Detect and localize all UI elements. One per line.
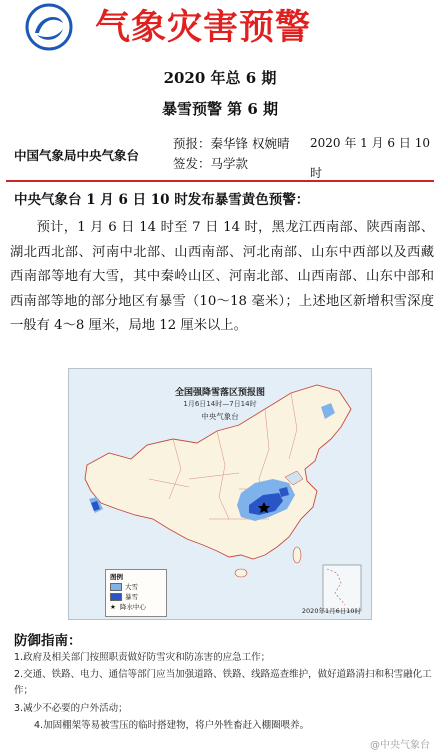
forecasters: 预报：秦华锋 权婉晴 [173, 136, 290, 151]
legend-title: 图例 [110, 573, 123, 581]
issue-number: 2020 年总 6 期 [163, 69, 277, 87]
signer: 签发：马学款 [173, 156, 249, 171]
map-legend [105, 569, 167, 617]
guidance-item-3: 3.减少不必要的户外活动； [14, 703, 128, 714]
alert-headline: 中央气象台 1 月 6 日 10 时发布暴雪黄色预警： [14, 192, 310, 208]
guidance-title: 防御指南： [14, 633, 82, 649]
heavy-snow-swatch [110, 583, 122, 591]
issued-time: 2020 年 1 月 6 日 10 时 [310, 136, 430, 180]
snowfall-forecast-map [68, 368, 372, 620]
map-agency: 中央气象台 [201, 412, 239, 421]
map-title: 全国强降雪落区预报图 [174, 388, 265, 398]
guidance-item-1: 1.政府及相关部门按照职责做好防雪灾和防冻害的应急工作； [14, 652, 271, 663]
legend-item-blizzard: 暴雪 [110, 593, 138, 602]
weibo-watermark: @中央气象台 [370, 740, 430, 751]
map-issue-date: 2020年1月6日10时 [301, 607, 361, 615]
header-divider [6, 180, 434, 182]
page-title: 气象灾害预警 [95, 7, 312, 48]
star-icon: ★ [110, 603, 116, 611]
meteorology-logo-icon [25, 3, 73, 51]
issuing-agency: 中国气象局中央气象台 [14, 148, 140, 163]
guidance-item-2: 2.交通、铁路、电力、通信等部门应当加强道路、铁路、线路巡查维护，做好道路清扫和积雪融化工作； [14, 669, 432, 696]
alert-number: 暴雪预警 第 6 期 [161, 100, 279, 118]
legend-item-heavy-snow: 大雪 [110, 583, 138, 592]
alert-body: 预计，1 月 6 日 14 时至 7 日 14 时，黑龙江西南部、陕西南部、湖北西北部、河南中北部、山西南部、河北南部、山东中西部以及西藏西南部等地有大雪，其中秦岭山区、河南北部、山西南部、山东中部和西南部等地的部分地区有暴雪（10～18 毫米）；上述地区新增积雪深度一般有 4～8 厘米，局地 12 厘米以上。 [10, 220, 434, 333]
legend-item-precip-center: ★ 降水中心 [110, 603, 146, 611]
blizzard-swatch [110, 593, 122, 601]
forecaster-block [173, 134, 289, 174]
map-subtitle: 1月6日14时—7日14时 [183, 400, 257, 408]
guidance-item-4: 4.加固棚架等易被雪压的临时搭建物，将户外牲畜赶入棚圈喂养。 [34, 720, 310, 731]
